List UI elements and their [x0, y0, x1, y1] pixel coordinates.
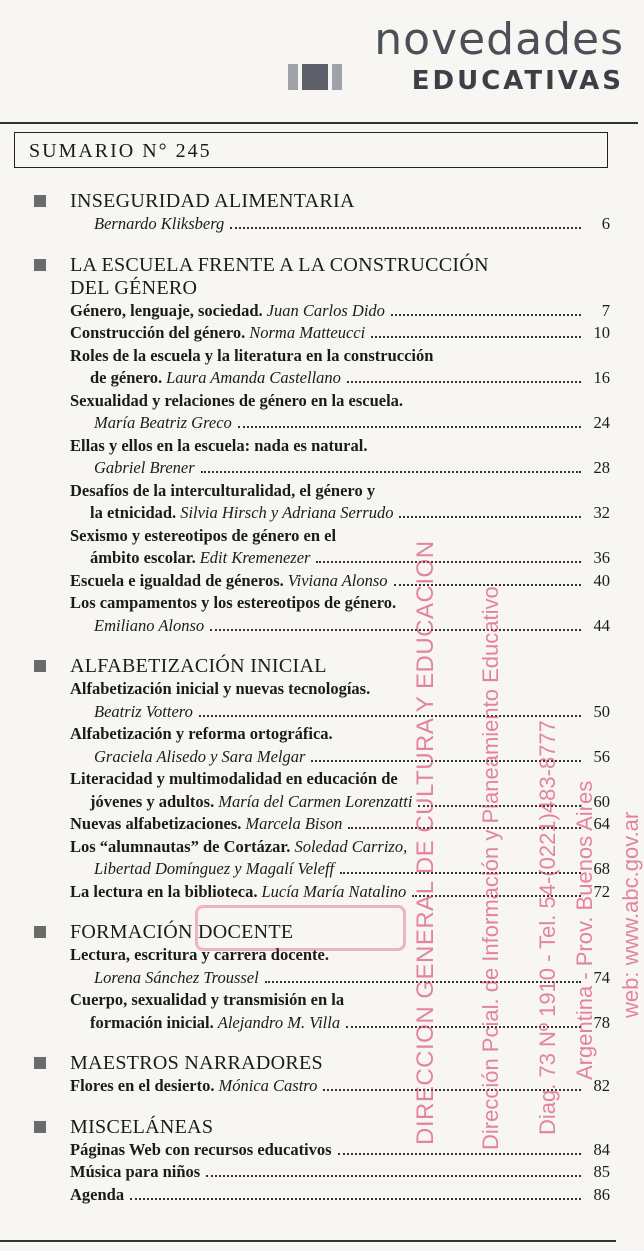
- sumario-header: SUMARIO N° 245: [14, 132, 608, 168]
- entry-author: Soledad Carrizo,: [294, 836, 408, 856]
- page-number: 28: [593, 458, 610, 477]
- section-heading: [0, 1116, 610, 1139]
- entry-title-line: [0, 768, 610, 791]
- dot-leader: [338, 1153, 581, 1155]
- entry-title: Páginas Web con recursos educativos: [70, 1139, 332, 1159]
- brand-top: novedades: [374, 14, 624, 65]
- entry-title: Los campamentos y los estereotipos de género.: [70, 593, 397, 612]
- stamp-line: DIRECCION GENERAL DE CULTURA Y EDUCACION: [412, 540, 439, 1145]
- page-number: 74: [593, 967, 610, 987]
- entry-title: Agenda: [70, 1184, 125, 1204]
- entry-title: Cuerpo, sexualidad y transmisión en la: [70, 990, 345, 1009]
- dot-leader: [399, 516, 581, 518]
- top-divider: [0, 122, 638, 124]
- toc-entry: [0, 1139, 610, 1162]
- page-number: 50: [593, 701, 610, 721]
- stamp-smudge: [195, 905, 406, 951]
- toc-entry: [0, 858, 610, 881]
- section-bullet-icon: [34, 195, 46, 207]
- dot-leader: [210, 629, 581, 631]
- section-title: MAESTROS NARRADORES: [70, 1052, 323, 1074]
- toc-entry: [0, 1012, 610, 1035]
- page-number: 84: [593, 1139, 610, 1159]
- entry-author: Lucía María Natalino: [261, 881, 407, 901]
- section-title: INSEGURIDAD ALIMENTARIA: [70, 190, 355, 212]
- entry-author: Emiliano Alonso: [94, 615, 205, 635]
- entry-title: Flores en el desierto.: [70, 1076, 215, 1095]
- bottom-divider: [0, 1240, 616, 1242]
- entry-title: La lectura en la biblioteca.: [70, 881, 258, 901]
- page-number: 82: [593, 1076, 610, 1095]
- toc-entry: [0, 1184, 610, 1207]
- logo-blocks-icon: [288, 64, 342, 90]
- section-title: DEL GÉNERO: [70, 276, 198, 299]
- section-title: LA ESCUELA FRENTE A LA CONSTRUCCIÓN: [70, 253, 489, 276]
- dot-leader: [230, 227, 581, 229]
- entry-author: Marcela Bison: [245, 814, 343, 833]
- entry-title-line: [0, 678, 610, 701]
- section-bullet-icon: [34, 1057, 46, 1069]
- entry-title: Sexualidad y relaciones de género en la escuela.: [70, 390, 404, 410]
- stamp-line: Dirección Pcial. de Información y Planeamiento Educativo: [478, 586, 503, 1150]
- entry-title: Música para niños: [70, 1162, 201, 1181]
- toc-entry: [0, 322, 610, 345]
- toc-entry: [0, 746, 610, 769]
- entry-title: jóvenes y adultos.: [90, 791, 215, 811]
- page-number: 32: [593, 503, 610, 522]
- dot-leader: [206, 1175, 581, 1177]
- toc-entry: [0, 570, 610, 593]
- section-bullet-icon: [34, 660, 46, 672]
- page-number: 56: [593, 746, 610, 766]
- toc-section: [0, 1116, 610, 1207]
- section-heading: [0, 254, 610, 300]
- entry-title: Nuevas alfabetizaciones.: [70, 814, 242, 833]
- stamp-line: Argentina - Prov. Buenos Aires: [572, 780, 597, 1080]
- entry-author: Edit Kremenezer: [199, 548, 311, 567]
- entry-author: Beatriz Vottero: [94, 701, 193, 721]
- toc-entry: [0, 791, 610, 814]
- entry-title-line: [0, 723, 610, 746]
- page-number: 85: [593, 1162, 610, 1181]
- page-number: 68: [593, 859, 610, 878]
- stamp-line: Diag. 73 Nº 1910 - Tel. 54-(0221)483-8777: [535, 720, 560, 1135]
- entry-title: Construcción del género.: [70, 323, 246, 342]
- entry-title: Desafíos de la interculturalidad, el género y: [70, 480, 376, 500]
- dot-leader: [199, 715, 581, 717]
- page-number: 64: [593, 814, 610, 833]
- toc-section: [0, 1052, 610, 1098]
- entry-title-line: [0, 592, 610, 615]
- entry-title: Sexismo y estereotipos de género en el: [70, 525, 337, 545]
- dot-leader: [130, 1198, 581, 1200]
- dot-leader: [316, 561, 581, 563]
- toc-section: [0, 254, 610, 638]
- toc-entry: [0, 367, 610, 390]
- toc-entry: [0, 457, 610, 480]
- page-number: 36: [593, 548, 610, 567]
- toc-entry: [0, 615, 610, 638]
- entry-title: Ellas y ellos en la escuela: nada es natural.: [70, 435, 368, 455]
- entry-author: Libertad Domínguez y Magalí Veleff: [94, 859, 335, 878]
- section-title: MISCELÁNEAS: [70, 1115, 214, 1138]
- entry-title-line: [0, 525, 610, 548]
- entry-title: Los “alumnautas” de Cortázar.: [70, 836, 291, 856]
- page-number: 7: [601, 300, 610, 320]
- entry-title: la etnicidad.: [90, 503, 177, 522]
- section-title: FORMACIÓN DOCENTE: [70, 921, 294, 943]
- stamp-line: web: www.abc.gov.ar: [618, 811, 643, 1018]
- entry-title: Género, lenguaje, sociedad.: [70, 300, 263, 320]
- entry-title-line: [0, 989, 610, 1012]
- section-gap: [0, 236, 610, 254]
- entry-title-line: [0, 836, 610, 859]
- entry-title: formación inicial.: [90, 1012, 214, 1032]
- entry-author: Mónica Castro: [218, 1076, 318, 1095]
- section-heading: [0, 1052, 610, 1075]
- dot-leader: [201, 471, 581, 473]
- section-heading: [0, 655, 610, 678]
- section-gap: [0, 1034, 610, 1052]
- entry-title-line: [0, 480, 610, 503]
- toc-entry: [0, 701, 610, 724]
- entry-title: Lectura, escritura y carrera docente.: [70, 945, 330, 964]
- section-bullet-icon: [34, 1121, 46, 1133]
- entry-author: María Beatriz Greco: [94, 413, 232, 432]
- dot-leader: [347, 381, 581, 383]
- toc-entry: [0, 300, 610, 323]
- brand-bottom: EDUCATIVAS: [411, 66, 624, 96]
- page-number: 40: [593, 570, 610, 590]
- page-number: 72: [593, 881, 610, 901]
- toc-entry: [0, 1075, 610, 1098]
- brand: [374, 14, 624, 96]
- page-number: 6: [601, 214, 610, 233]
- entry-title: Escuela e igualdad de géneros.: [70, 570, 284, 590]
- page-number: 86: [593, 1184, 610, 1204]
- entry-title: de género.: [90, 368, 163, 387]
- entry-title-line: [0, 390, 610, 413]
- section-bullet-icon: [34, 926, 46, 938]
- toc-section: [0, 190, 610, 236]
- dot-leader: [391, 314, 581, 316]
- entry-author: Lorena Sánchez Troussel: [94, 967, 259, 987]
- section-gap: [0, 637, 610, 655]
- entry-title: Alfabetización inicial y nuevas tecnologías.: [70, 679, 371, 698]
- entry-author: Silvia Hirsch y Adriana Serrudo: [180, 503, 394, 522]
- toc-entry: [0, 967, 610, 990]
- entry-author: Alejandro M. Villa: [217, 1012, 341, 1032]
- entry-title: Literacidad y multimodalidad en educación de: [70, 769, 398, 788]
- toc-section: [0, 655, 610, 903]
- dot-leader: [371, 336, 581, 338]
- entry-author: María del Carmen Lorenzatti: [218, 791, 413, 811]
- section-bullet-icon: [34, 259, 46, 271]
- entry-author: Graciela Alisedo y Sara Melgar: [94, 746, 306, 766]
- entry-author: Norma Matteucci: [249, 323, 366, 342]
- toc-entry: [0, 547, 610, 570]
- toc-entry: [0, 1161, 610, 1184]
- toc-entry: [0, 813, 610, 836]
- entry-title: Roles de la escuela y la literatura en la construcción: [70, 345, 434, 365]
- section-gap: [0, 1098, 610, 1116]
- entry-author: Juan Carlos Dido: [266, 300, 385, 320]
- entry-author: Gabriel Brener: [94, 458, 195, 477]
- toc-entry: [0, 412, 610, 435]
- entry-title: ámbito escolar.: [90, 548, 196, 567]
- entry-title-line: [0, 435, 610, 458]
- page-number: 44: [593, 615, 610, 635]
- entry-title-line: [0, 345, 610, 368]
- toc-entry: [0, 213, 610, 236]
- page-number: 16: [593, 368, 610, 387]
- toc-entry: [0, 881, 610, 904]
- page-number: 24: [593, 413, 610, 432]
- page-number: 10: [593, 323, 610, 342]
- entry-title: Alfabetización y reforma ortográfica.: [70, 724, 333, 743]
- entry-author: Bernardo Kliksberg: [94, 214, 225, 233]
- entry-author: Laura Amanda Castellano: [166, 368, 341, 387]
- dot-leader: [238, 426, 581, 428]
- entry-author: Viviana Alonso: [287, 570, 388, 590]
- table-of-contents: [0, 190, 610, 1206]
- page-number: 78: [593, 1012, 610, 1032]
- page-number: 60: [593, 791, 610, 811]
- section-heading: [0, 190, 610, 213]
- section-title: ALFABETIZACIÓN INICIAL: [70, 655, 327, 677]
- toc-entry: [0, 502, 610, 525]
